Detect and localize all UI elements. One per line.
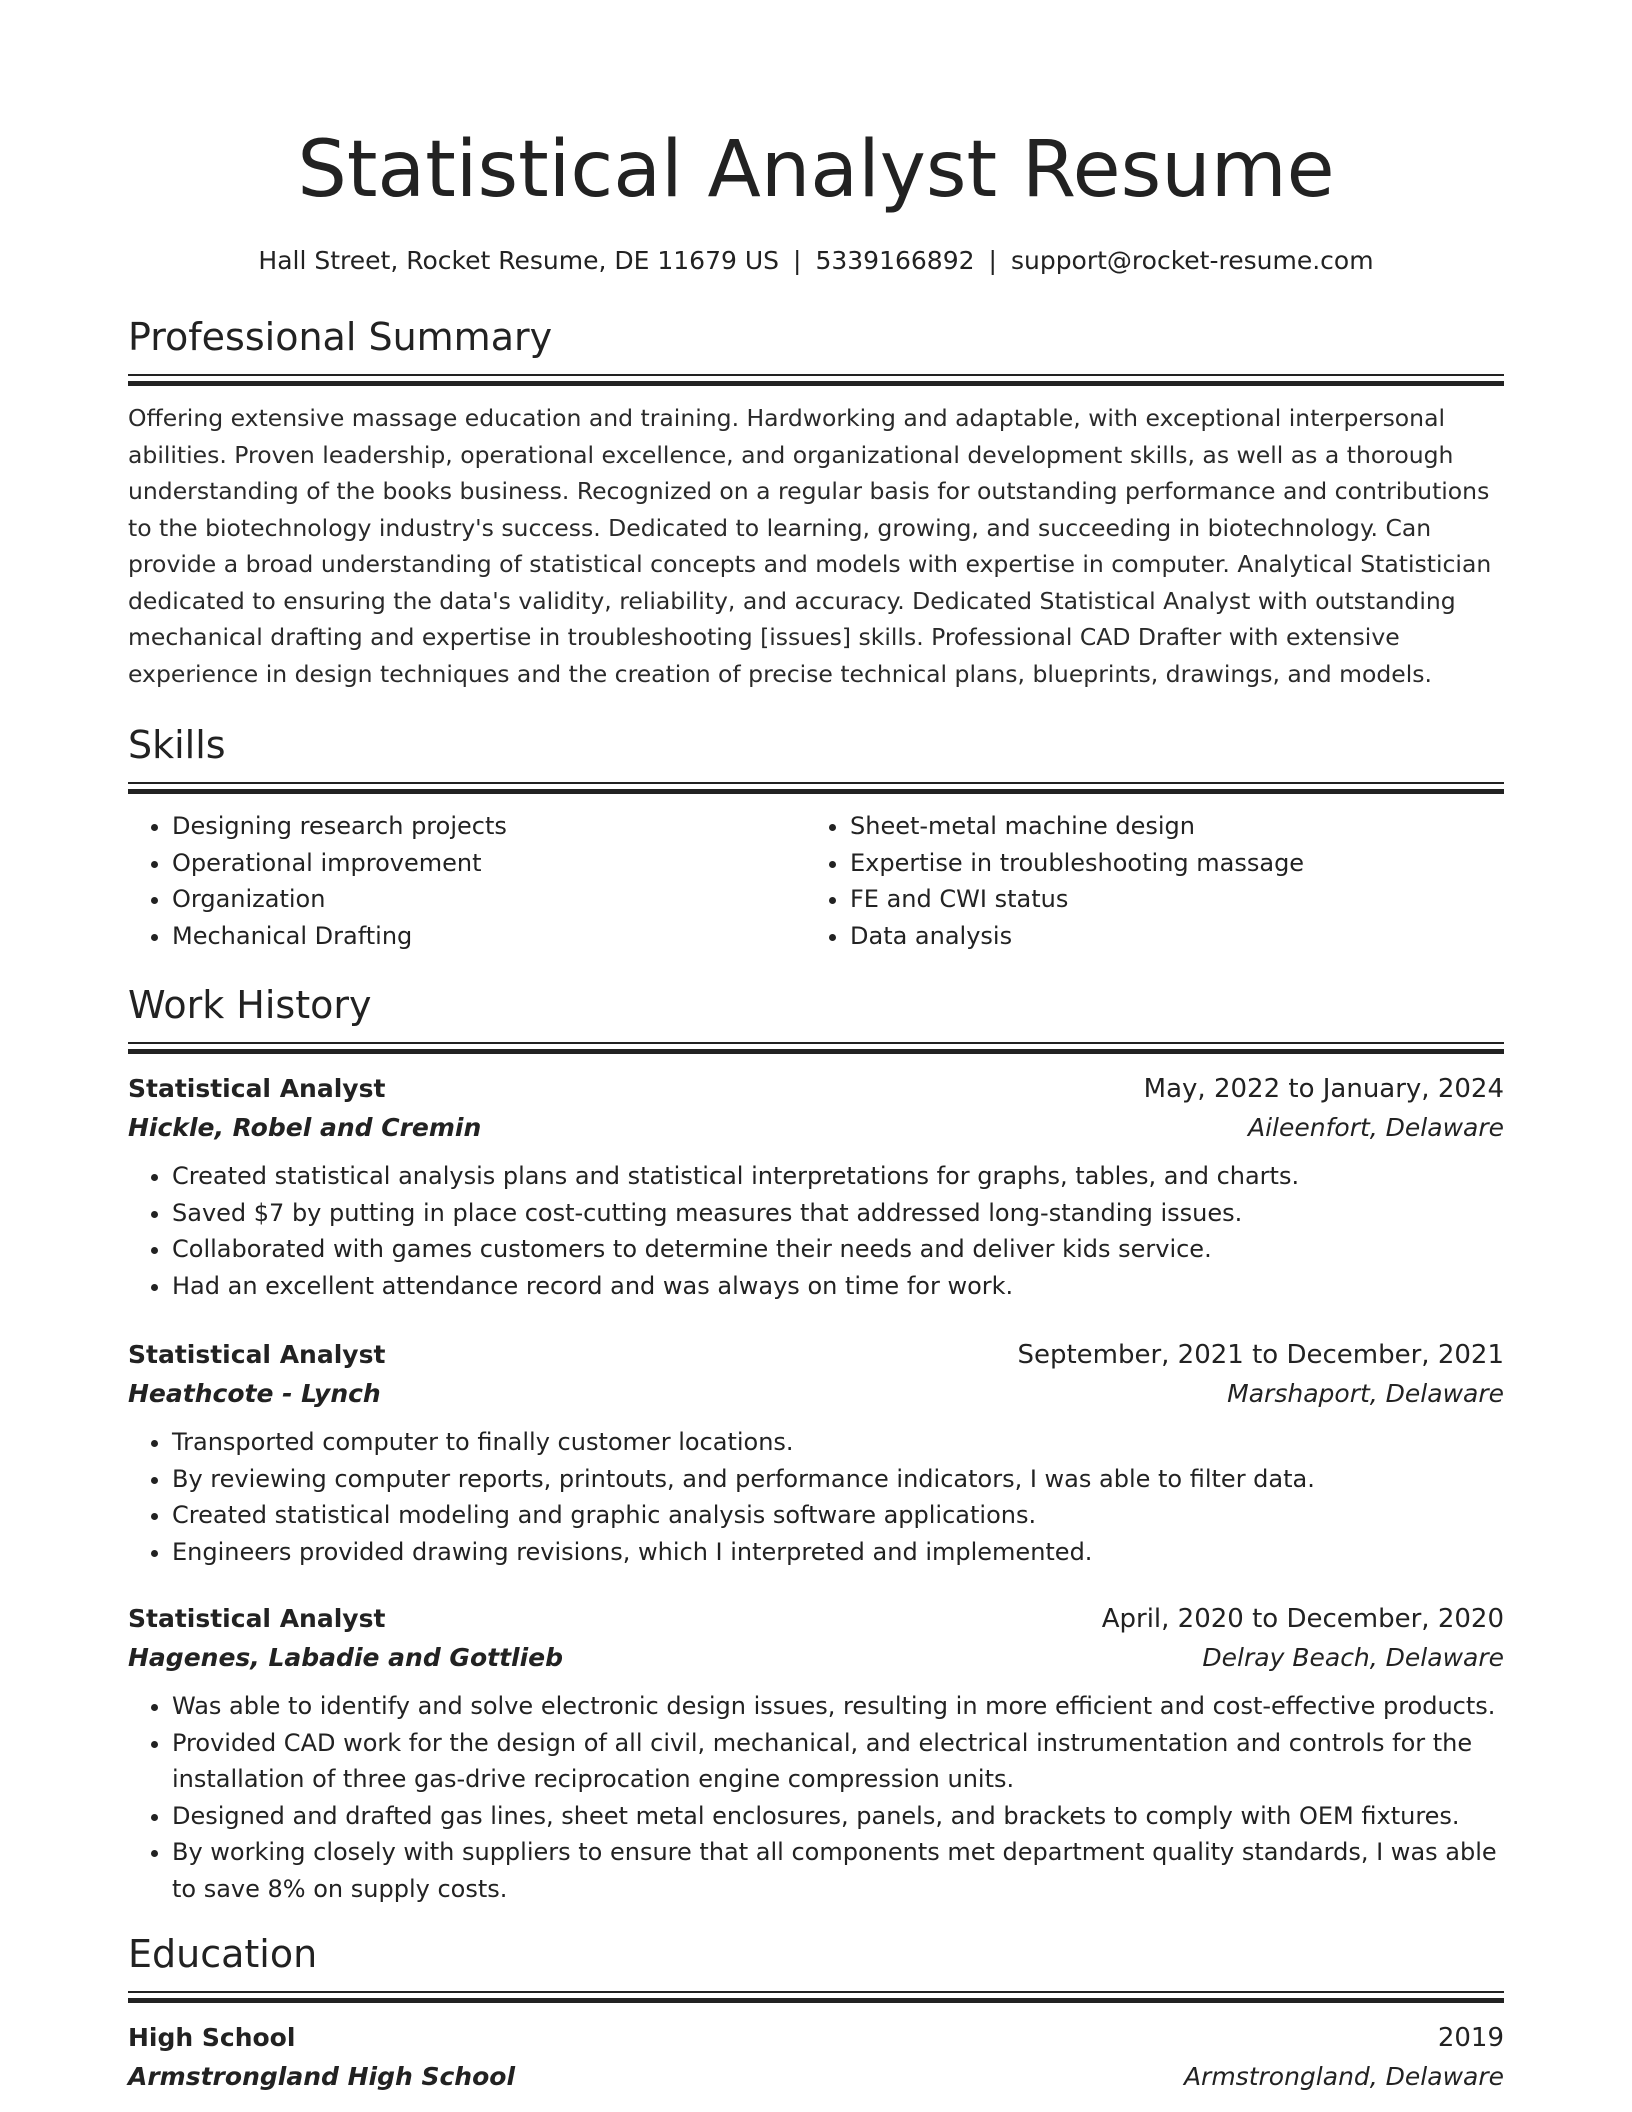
skills-columns xyxy=(128,808,1504,954)
job-bullet: • Created statistical analysis plans and statistical interpretations for graphs, tables, and charts. xyxy=(172,1158,1504,1195)
job-subheader xyxy=(128,1638,1504,1678)
job-bullet: • By reviewing computer reports, printouts, and performance indicators, I was able to filter data. xyxy=(172,1461,1504,1498)
job-company: Heathcote - Lynch xyxy=(128,1379,381,1408)
contact-line xyxy=(128,244,1504,278)
skills-list-right xyxy=(806,808,1484,954)
education-degree: High School xyxy=(128,2023,296,2052)
job-entry xyxy=(128,1070,1504,1304)
contact-address: Hall Street, Rocket Resume, DE 11679 US xyxy=(258,246,780,275)
job-dates: May, 2022 to January, 2024 xyxy=(1143,1074,1504,1104)
work-section xyxy=(128,980,1504,1907)
education-year: 2019 xyxy=(1437,2023,1504,2053)
skill-item: • Data analysis xyxy=(850,918,1484,955)
skills-section xyxy=(128,720,1504,954)
job-header xyxy=(128,1600,1504,1638)
skill-item: • Organization xyxy=(172,881,806,918)
skill-item: • FE and CWI status xyxy=(850,881,1484,918)
job-subheader xyxy=(128,1374,1504,1414)
contact-email: support@rocket-resume.com xyxy=(1010,246,1374,275)
education-header xyxy=(128,2019,1504,2057)
job-header xyxy=(128,1336,1504,1374)
contact-phone: 5339166892 xyxy=(815,246,975,275)
job-bullet: • Engineers provided drawing revisions, which I interpreted and implemented. xyxy=(172,1534,1504,1571)
job-entry xyxy=(128,1336,1504,1570)
section-divider xyxy=(128,1991,1504,2003)
job-bullet: • Transported computer to finally customer locations. xyxy=(172,1424,1504,1461)
contact-separator: | xyxy=(793,246,802,275)
education-location: Armstrongland, Delaware xyxy=(1183,2062,1504,2091)
education-heading: Education xyxy=(128,1932,318,1976)
job-bullet: • Had an excellent attendance record and was always on time for work. xyxy=(172,1268,1504,1305)
skill-item: • Sheet-metal machine design xyxy=(850,808,1484,845)
contact-separator: | xyxy=(988,246,997,275)
resume-page xyxy=(128,0,1504,2097)
job-bullets xyxy=(128,1688,1504,1907)
skill-item: • Mechanical Drafting xyxy=(172,918,806,955)
education-subheader xyxy=(128,2057,1504,2097)
job-bullets xyxy=(128,1158,1504,1304)
skills-list-left xyxy=(128,808,806,954)
job-company: Hickle, Robel and Cremin xyxy=(128,1113,482,1142)
resume-title: Statistical Analyst Resume xyxy=(297,125,1335,215)
skills-heading: Skills xyxy=(128,723,226,767)
job-subheader xyxy=(128,1108,1504,1148)
job-header xyxy=(128,1070,1504,1108)
job-company: Hagenes, Labadie and Gottlieb xyxy=(128,1643,564,1672)
job-entry xyxy=(128,1600,1504,1907)
summary-heading: Professional Summary xyxy=(128,315,553,359)
work-heading: Work History xyxy=(128,983,372,1027)
education-entry xyxy=(128,2019,1504,2097)
section-divider xyxy=(128,782,1504,794)
job-location: Marshaport, Delaware xyxy=(1227,1379,1504,1408)
job-dates: September, 2021 to December, 2021 xyxy=(1017,1340,1504,1370)
skill-item: • Operational improvement xyxy=(172,845,806,882)
job-bullet: • Provided CAD work for the design of all civil, mechanical, and electrical instrumentation and controls for the installation of three gas-drive reciprocation engine compression units. xyxy=(172,1725,1504,1798)
skill-item: • Designing research projects xyxy=(172,808,806,845)
section-divider xyxy=(128,374,1504,386)
job-bullet: • Was able to identify and solve electronic design issues, resulting in more efficient and cost-effective products. xyxy=(172,1688,1504,1725)
skill-item: • Expertise in troubleshooting massage xyxy=(850,845,1484,882)
job-bullet: • By working closely with suppliers to ensure that all components met department quality standards, I was able to save 8% on supply costs. xyxy=(172,1834,1504,1907)
job-bullet: • Saved $7 by putting in place cost-cutting measures that addressed long-standing issues. xyxy=(172,1195,1504,1232)
job-title: Statistical Analyst xyxy=(128,1074,386,1103)
job-bullets xyxy=(128,1424,1504,1570)
job-bullet: • Designed and drafted gas lines, sheet metal enclosures, panels, and brackets to comply with OEM fixtures. xyxy=(172,1798,1504,1835)
job-dates: April, 2020 to December, 2020 xyxy=(1101,1604,1504,1634)
education-school: Armstrongland High School xyxy=(128,2062,516,2091)
job-bullet: • Created statistical modeling and graphic analysis software applications. xyxy=(172,1497,1504,1534)
summary-text: Offering extensive massage education and training. Hardworking and adaptable, with exceptional interpersonal abilities. Proven leadership, operational excellence, and organizational development skills, as well as a thorough understanding of the books business. Recognized on a regular basis for outstanding performance and contributions to the biotechnology industry's success. Dedicated to learning, growing, and succeeding in biotechnology. Can provide a broad understanding of statistical concepts and models with expertise in computer. Analytical Statistician dedicated to ensuring the data's validity, reliability, and accuracy. Dedicated Statistical Analyst with outstanding mechanical drafting and expertise in troubleshooting [issues] skills. Professional CAD Drafter with extensive experience in design techniques and the creation of precise technical plans, blueprints, drawings, and models. xyxy=(128,404,1492,688)
education-section xyxy=(128,1929,1504,2097)
job-location: Aileenfort, Delaware xyxy=(1248,1113,1504,1142)
summary-section xyxy=(128,312,1504,692)
section-divider xyxy=(128,1042,1504,1054)
job-title: Statistical Analyst xyxy=(128,1604,386,1633)
job-title: Statistical Analyst xyxy=(128,1340,386,1369)
job-location: Delray Beach, Delaware xyxy=(1202,1643,1504,1672)
job-bullet: • Collaborated with games customers to determine their needs and deliver kids service. xyxy=(172,1231,1504,1268)
